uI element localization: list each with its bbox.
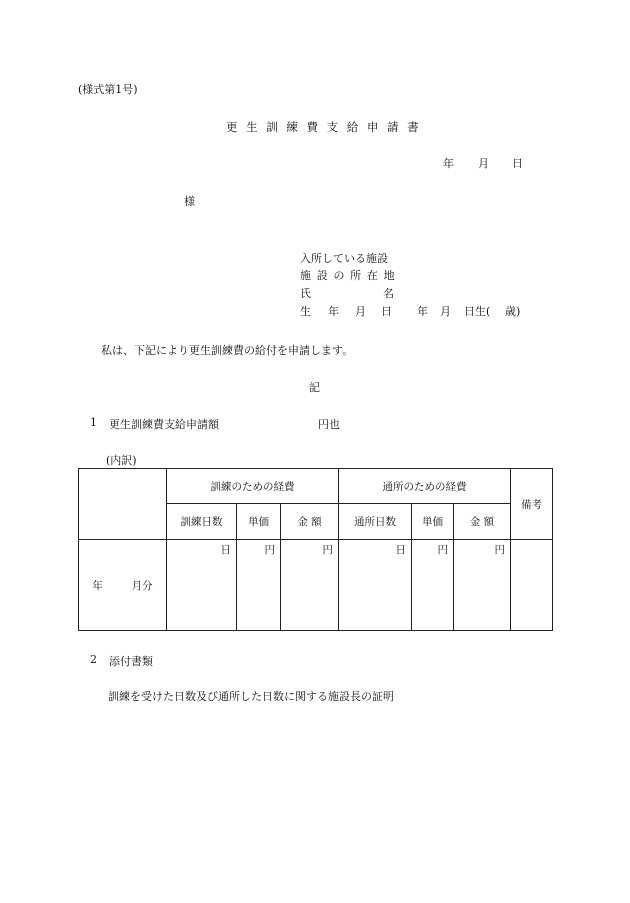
cell-amount-commute: 円 (454, 540, 511, 631)
birth-year: 年 (417, 305, 428, 318)
breakdown-table (78, 468, 553, 631)
cell-amount-training: 円 (281, 540, 339, 631)
header-unit-price-training: 単価 (237, 504, 281, 540)
header-remarks: 備考 (511, 469, 553, 540)
item-1-number: 1 (90, 416, 97, 429)
header-unit-price-commute: 単価 (412, 504, 454, 540)
birth-y: 年 (328, 305, 339, 318)
header-commute-days: 通所日数 (339, 504, 412, 540)
cell-commute-days: 日 (339, 540, 412, 631)
birth-d: 日 (381, 305, 392, 318)
name-label-first: 氏 (300, 287, 311, 300)
header-training-group: 訓練のための経費 (167, 469, 339, 504)
table-corner-cell (79, 469, 167, 540)
item-2-number: 2 (90, 653, 97, 666)
date-month: 月 (478, 157, 489, 170)
cell-training-days: 日 (167, 540, 237, 631)
ki-heading: 記 (309, 381, 320, 394)
cell-unit-price-training: 円 (237, 540, 281, 631)
birth-day: 日生( (464, 305, 491, 318)
date-year: 年 (443, 157, 454, 170)
birth-age: 歳) (505, 305, 521, 318)
header-commute-group: 通所のための経費 (339, 469, 511, 504)
breakdown-label: (内訳) (106, 454, 137, 467)
date-day: 日 (512, 157, 523, 170)
period-month: 月分 (131, 579, 153, 592)
header-amount-commute: 金 額 (454, 504, 511, 540)
intro-text: 私は、下記により更生訓練費の給付を申請します。 (101, 344, 354, 357)
birth-sei: 生 (300, 305, 311, 318)
name-label-second: 名 (383, 287, 394, 300)
addressee-suffix: 様 (184, 195, 195, 208)
header-training-days: 訓練日数 (167, 504, 237, 540)
birth-month: 月 (440, 305, 451, 318)
item-1-amount-suffix: 円也 (318, 418, 340, 431)
header-amount-training: 金 額 (281, 504, 339, 540)
facility-label: 入所している施設 (300, 252, 388, 265)
period-cell (79, 540, 167, 631)
cell-unit-price-commute: 円 (412, 540, 454, 631)
period-year: 年 (92, 579, 103, 592)
birth-m: 月 (355, 305, 366, 318)
form-number: (様式第1号) (78, 83, 138, 96)
cell-remarks (511, 540, 553, 631)
attachment-text: 訓練を受けた日数及び通所した日数に関する施設長の証明 (108, 690, 394, 703)
item-2-label: 添付書類 (109, 655, 153, 668)
form-title: 更生訓練費支給申請書 (226, 120, 428, 134)
address-label: 施設の所在地 (300, 269, 401, 282)
item-1-label: 更生訓練費支給申請額 (109, 418, 219, 431)
